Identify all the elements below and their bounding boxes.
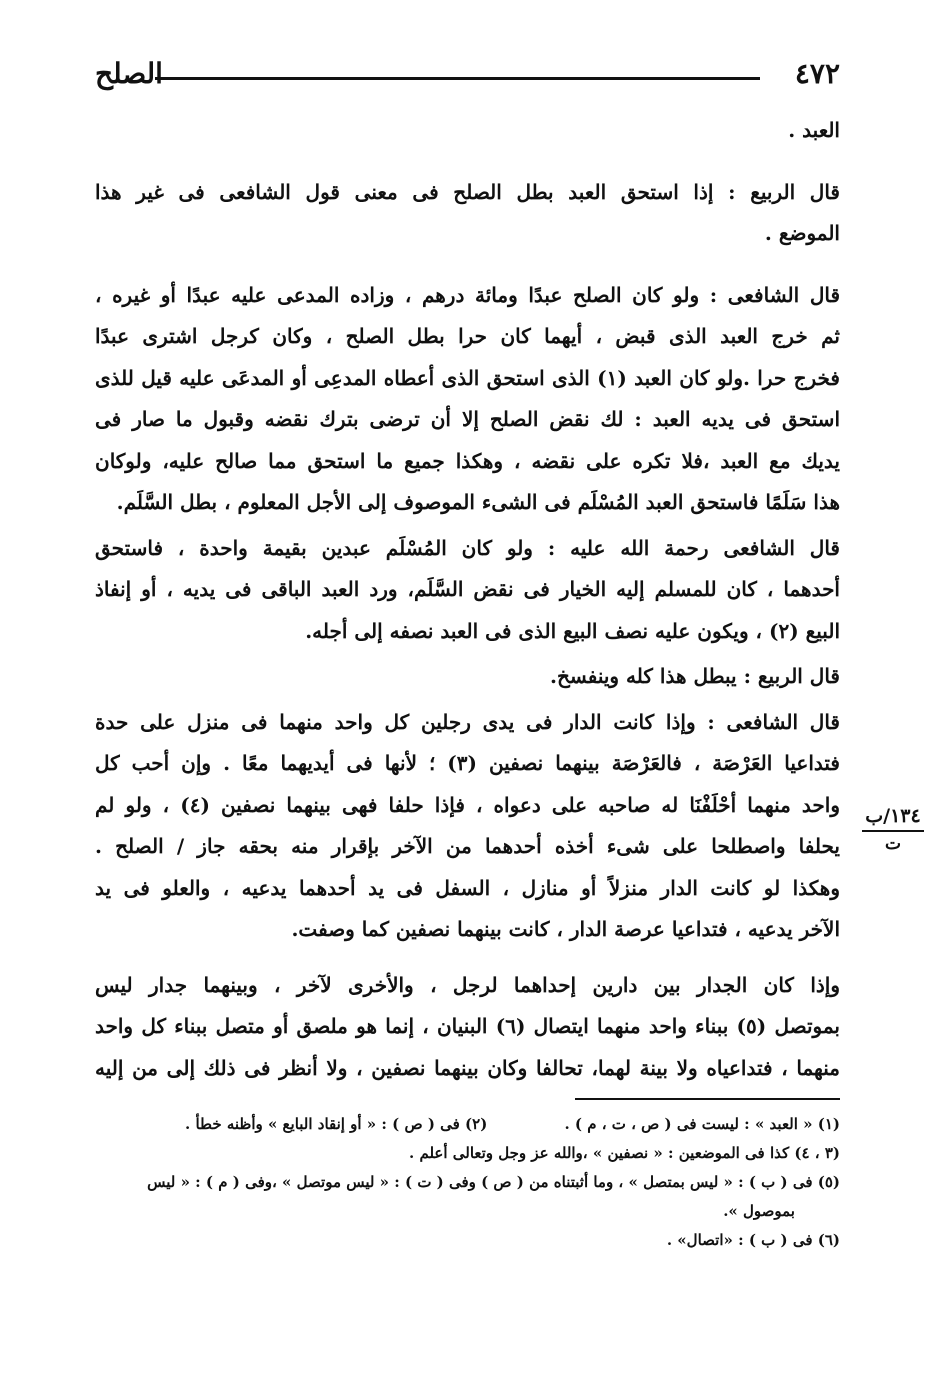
margin-rule — [862, 830, 924, 832]
page-number: ٤٧٢ — [794, 57, 840, 90]
text-line: منهما ، فتداعياه ولا بينة لهما، تحالفا وكان بينهما نصفين ، ولا أنظر فى ذلك إلى من إليه — [95, 1055, 840, 1080]
text-line: وهكذا لو كانت الدار منزلاً أو منازل ، السفل فى يد أحدهما يدعيه ، والعلو فى يد — [95, 875, 840, 900]
text-line: الآخر يدعيه ، فتداعيا عرصة الدار ، كانت بينهما نصفين كما وصفت. — [291, 917, 840, 941]
manuscript-folio-ref: ١٣٤/ب — [865, 805, 921, 827]
text-line: يديك مع العبد ،فلا تكره على نقضه ، وهكذا جميع ما استحق مما صالح عليه، ولوكان — [95, 448, 840, 473]
text-line: قال الشافعى : وإذا كانت الدار فى يدى رجلين كل واحد منهما فى منزل على حدة — [95, 709, 840, 734]
manuscript-margin-note — [858, 805, 928, 853]
text-line: العبد . — [788, 118, 840, 142]
footnotes — [110, 1110, 840, 1255]
text-line: واحد منهما أحْلَفْنَا له صاحبه على دعواه ، فإذا حلفا فهى بينهما نصفين (٤) ، ولو لم — [95, 792, 840, 817]
footnote-2: (٢) فى ( ص ) : « أو إنقاد البايع » وأظنه خطأ . — [185, 1115, 488, 1133]
footnote-3-4: (٣ ، ٤) كذا فى الموضعين : « نصفين » ،والله عز وجل وتعالى أعلم . — [409, 1144, 840, 1162]
footnote-5: (٥) فى ( ب ) : « ليس بمتصل » ، وما أثبتناه من ( ص ) وفى ( ت ) : « ليس موتصل » ،وفى ( م ) : « ليس — [147, 1173, 840, 1191]
footnote-5-continued: بموصول ». — [723, 1202, 795, 1220]
manuscript-siglum: ت — [884, 834, 901, 854]
footnote-6: (٦) فى ( ب ) : «اتصال» . — [666, 1231, 840, 1249]
footnote-row — [110, 1110, 840, 1139]
text-line: قال الشافعى : ولو كان الصلح عبدًا ومائة درهم ، وزاده المدعى عليه عبدًا أو غيره ، — [95, 282, 840, 307]
text-line: قال الشافعى رحمة الله عليه : ولو كان المُسْلَم عبدين بقيمة واحدة ، فاستحق — [95, 535, 840, 560]
footnote-separator — [575, 1098, 840, 1100]
text-line: ثم خرج العبد الذى قبض ، أيهما كان حرا بطل الصلح ، وكان كرجل اشترى عبدًا — [95, 324, 840, 348]
text-line: البيع (٢) ، ويكون عليه نصف البيع الذى فى العبد نصفه إلى أجله. — [305, 618, 840, 643]
text-line: فخرج حرا .ولو كان العبد (١) الذى استحق الذى أعطاه المدعِى أو المدعَى عليه قيل للذى — [95, 365, 840, 390]
text-line: الموضع . — [764, 221, 840, 245]
text-line: استحق فى يديه العبد : لك نقض الصلح إلا أن ترضى بترك نقضه وقبول ما صار فى — [95, 407, 840, 431]
main-text — [95, 110, 840, 1089]
running-title: الصلح — [95, 57, 163, 90]
text-line: فتداعيا العَرْصَة ، فالعَرْصَة بينهما نصفين (٣) ؛ لأنها فى أيديهما معًا . وإن أحب كل — [95, 751, 840, 775]
text-line: هذا سَلَمًا فاستحق العبد المُسْلَم فى الشىء الموصوف إلى الأجل المعلوم ، بطل السَّلَم. — [116, 490, 840, 514]
footnote-1: (١) « العبد » : ليست فى ( ص ، ت ، م ) . — [564, 1115, 840, 1133]
text-line: قال الربيع : يبطل هذا كله وينفسخ. — [550, 664, 840, 688]
text-line: بموتصل (٥) ببناء واحد منهما ايتصال (٦) البنيان ، إنما هو ملصق أو متصل ببناء كل واحد — [95, 1014, 840, 1038]
text-line: أحدهما ، كان للمسلم إليه الخيار فى نقض السَّلَم، ورد العبد الباقى فى يديه ، أو إنفاذ — [95, 577, 840, 601]
text-line: يحلفا واصطلحا على شىء أخذه أحدهما من الآخر بإقرار منه بحقه جاز / الصلح . — [95, 834, 840, 858]
text-line: وإذا كان الجدار بين دارين إحداهما لرجل ، والأخرى لآخر ، وبينهما جدار ليس — [95, 972, 840, 997]
text-line: قال الربيع : إذا استحق العبد بطل الصلح فى معنى قول الشافعى فى غير هذا — [95, 179, 840, 204]
page-header — [95, 55, 840, 95]
header-rule — [155, 77, 760, 80]
